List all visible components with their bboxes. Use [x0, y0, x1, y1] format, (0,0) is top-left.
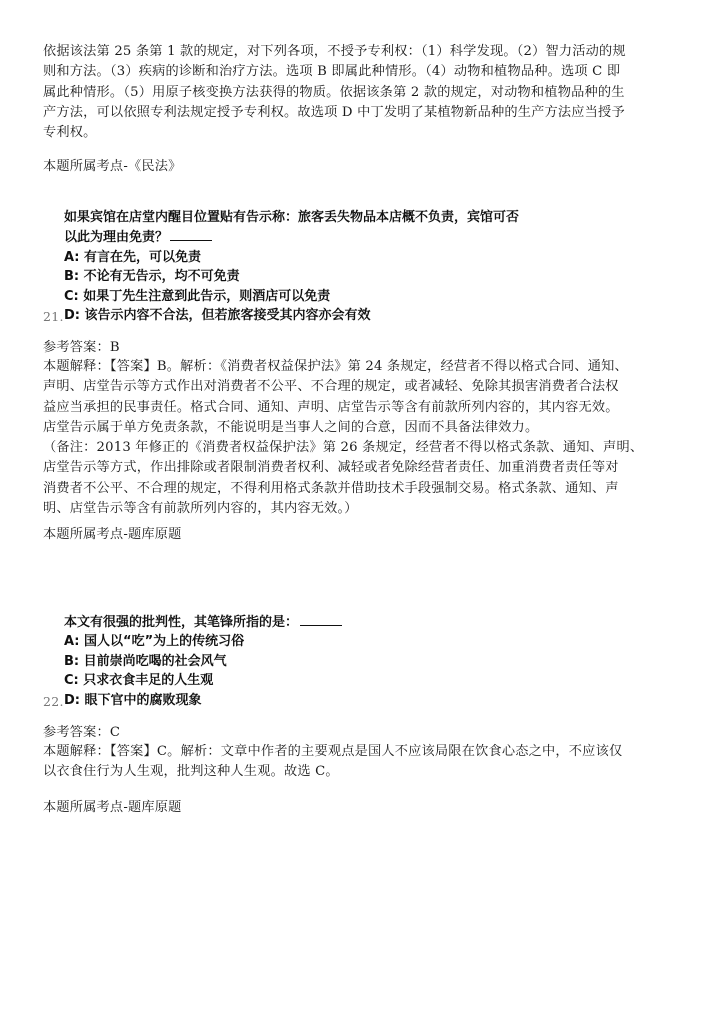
explanation-line: 以衣食住行为人生观，批判这种人生观。故选 C。	[43, 764, 339, 780]
option-c: C: 只求衣食丰足的人生观	[64, 673, 214, 689]
explanation-line: 本题解释：【答案】B。解析：《消费者权益保护法》第 24 条规定，经营者不得以格式合同、通知、	[43, 359, 628, 374]
exam-point-label: 本题所属考点-题库原题	[43, 800, 182, 815]
question-21-explanation	[43, 357, 691, 519]
question-number: 22.	[43, 694, 64, 709]
explanation-line: 消费者不公平、不合理的规定，不得利用格式条款并借助技术手段强制交易。格式条款、通知、声	[43, 480, 619, 496]
question-stem-continued	[64, 227, 624, 247]
question-stem: 本文有很强的批判性，其笔锋所指的是：	[64, 615, 299, 630]
option-b: B: 目前崇尚吃喝的社会风气	[64, 653, 227, 669]
reference-answer: 参考答案：B	[43, 340, 120, 355]
explanation-line: 则和方法。（3）疾病的诊断和治疗方法。选项 B 即属此种情形。（4）动物和植物品种。选项 C 即	[43, 64, 621, 80]
explanation-line: 益应当承担的民事责任。格式合同、通知、声明、店堂告示等含有前款所列内容的，其内容无效。	[43, 399, 619, 415]
explanation-line: 店堂告示等方式，作出排除或者限制消费者权利、减轻或者免除经营者责任、加重消费者责任等对	[43, 460, 619, 476]
question-21	[64, 208, 624, 325]
question-stem-line	[64, 612, 624, 632]
answer-blank	[170, 227, 212, 241]
option-a: A: 国人以“吃”为上的传统习俗	[64, 634, 245, 650]
option-d: D: 该告示内容不合法，但若旅客接受其内容亦会有效	[64, 308, 371, 324]
explanation-line: 属此种情形。（5）用原子核变换方法获得的物质。依据该条第 2 款的规定，对动物和植物品种的生	[43, 84, 625, 100]
option-a: A: 有言在先，可以免责	[64, 249, 202, 265]
exam-point-label: 本题所属考点-题库原题	[43, 527, 182, 542]
exam-point-label: 本题所属考点-《民法》	[43, 159, 182, 174]
option-c: C: 如果丁先生注意到此告示，则酒店可以免责	[64, 288, 331, 304]
explanation-line: 本题解释：【答案】C。解析：文章中作者的主要观点是国人不应该局限在饮食心态之中，不应该仅	[43, 744, 623, 759]
question-stem: 如果宾馆在店堂内醒目位置贴有告示称：旅客丢失物品本店概不负责，宾馆可否	[64, 210, 520, 225]
answer-blank	[300, 612, 342, 626]
explanation-line: 声明、店堂告示等方式作出对消费者不公平、不合理的规定，或者减轻、免除其损害消费者合法权	[43, 379, 619, 395]
explanation-line: 依据该法第 25 条第 1 款的规定，对下列各项，不授予专利权：（1）科学发现。（2）智力活动的规	[43, 44, 626, 59]
option-b: B: 不论有无告示，均不可免责	[64, 269, 240, 285]
previous-question-explanation	[43, 42, 691, 143]
reference-answer: 参考答案：C	[43, 725, 121, 740]
option-d: D: 眼下官中的腐败现象	[64, 692, 202, 708]
explanation-line: 店堂告示属于单方免责条款，不能说明是当事人之间的合意，因而不具备法律效力。	[43, 419, 539, 435]
explanation-line: 专利权。	[43, 125, 97, 141]
question-stem-text: 以此为理由免责？	[64, 230, 169, 246]
question-22-explanation	[43, 742, 691, 783]
explanation-line: 明、店堂告示等含有前款所列内容的，其内容无效。）	[43, 501, 358, 517]
explanation-line: （备注：2013 年修正的《消费者权益保护法》第 26 条规定，经营者不得以格式条款、通知、声明、	[43, 440, 644, 456]
question-number: 21.	[43, 309, 64, 324]
explanation-line: 产方法，可以依照专利法规定授予专利权。故选项 D 中丁发明了某植物新品种的生产方法应当授予	[43, 104, 625, 120]
question-22	[64, 612, 624, 710]
